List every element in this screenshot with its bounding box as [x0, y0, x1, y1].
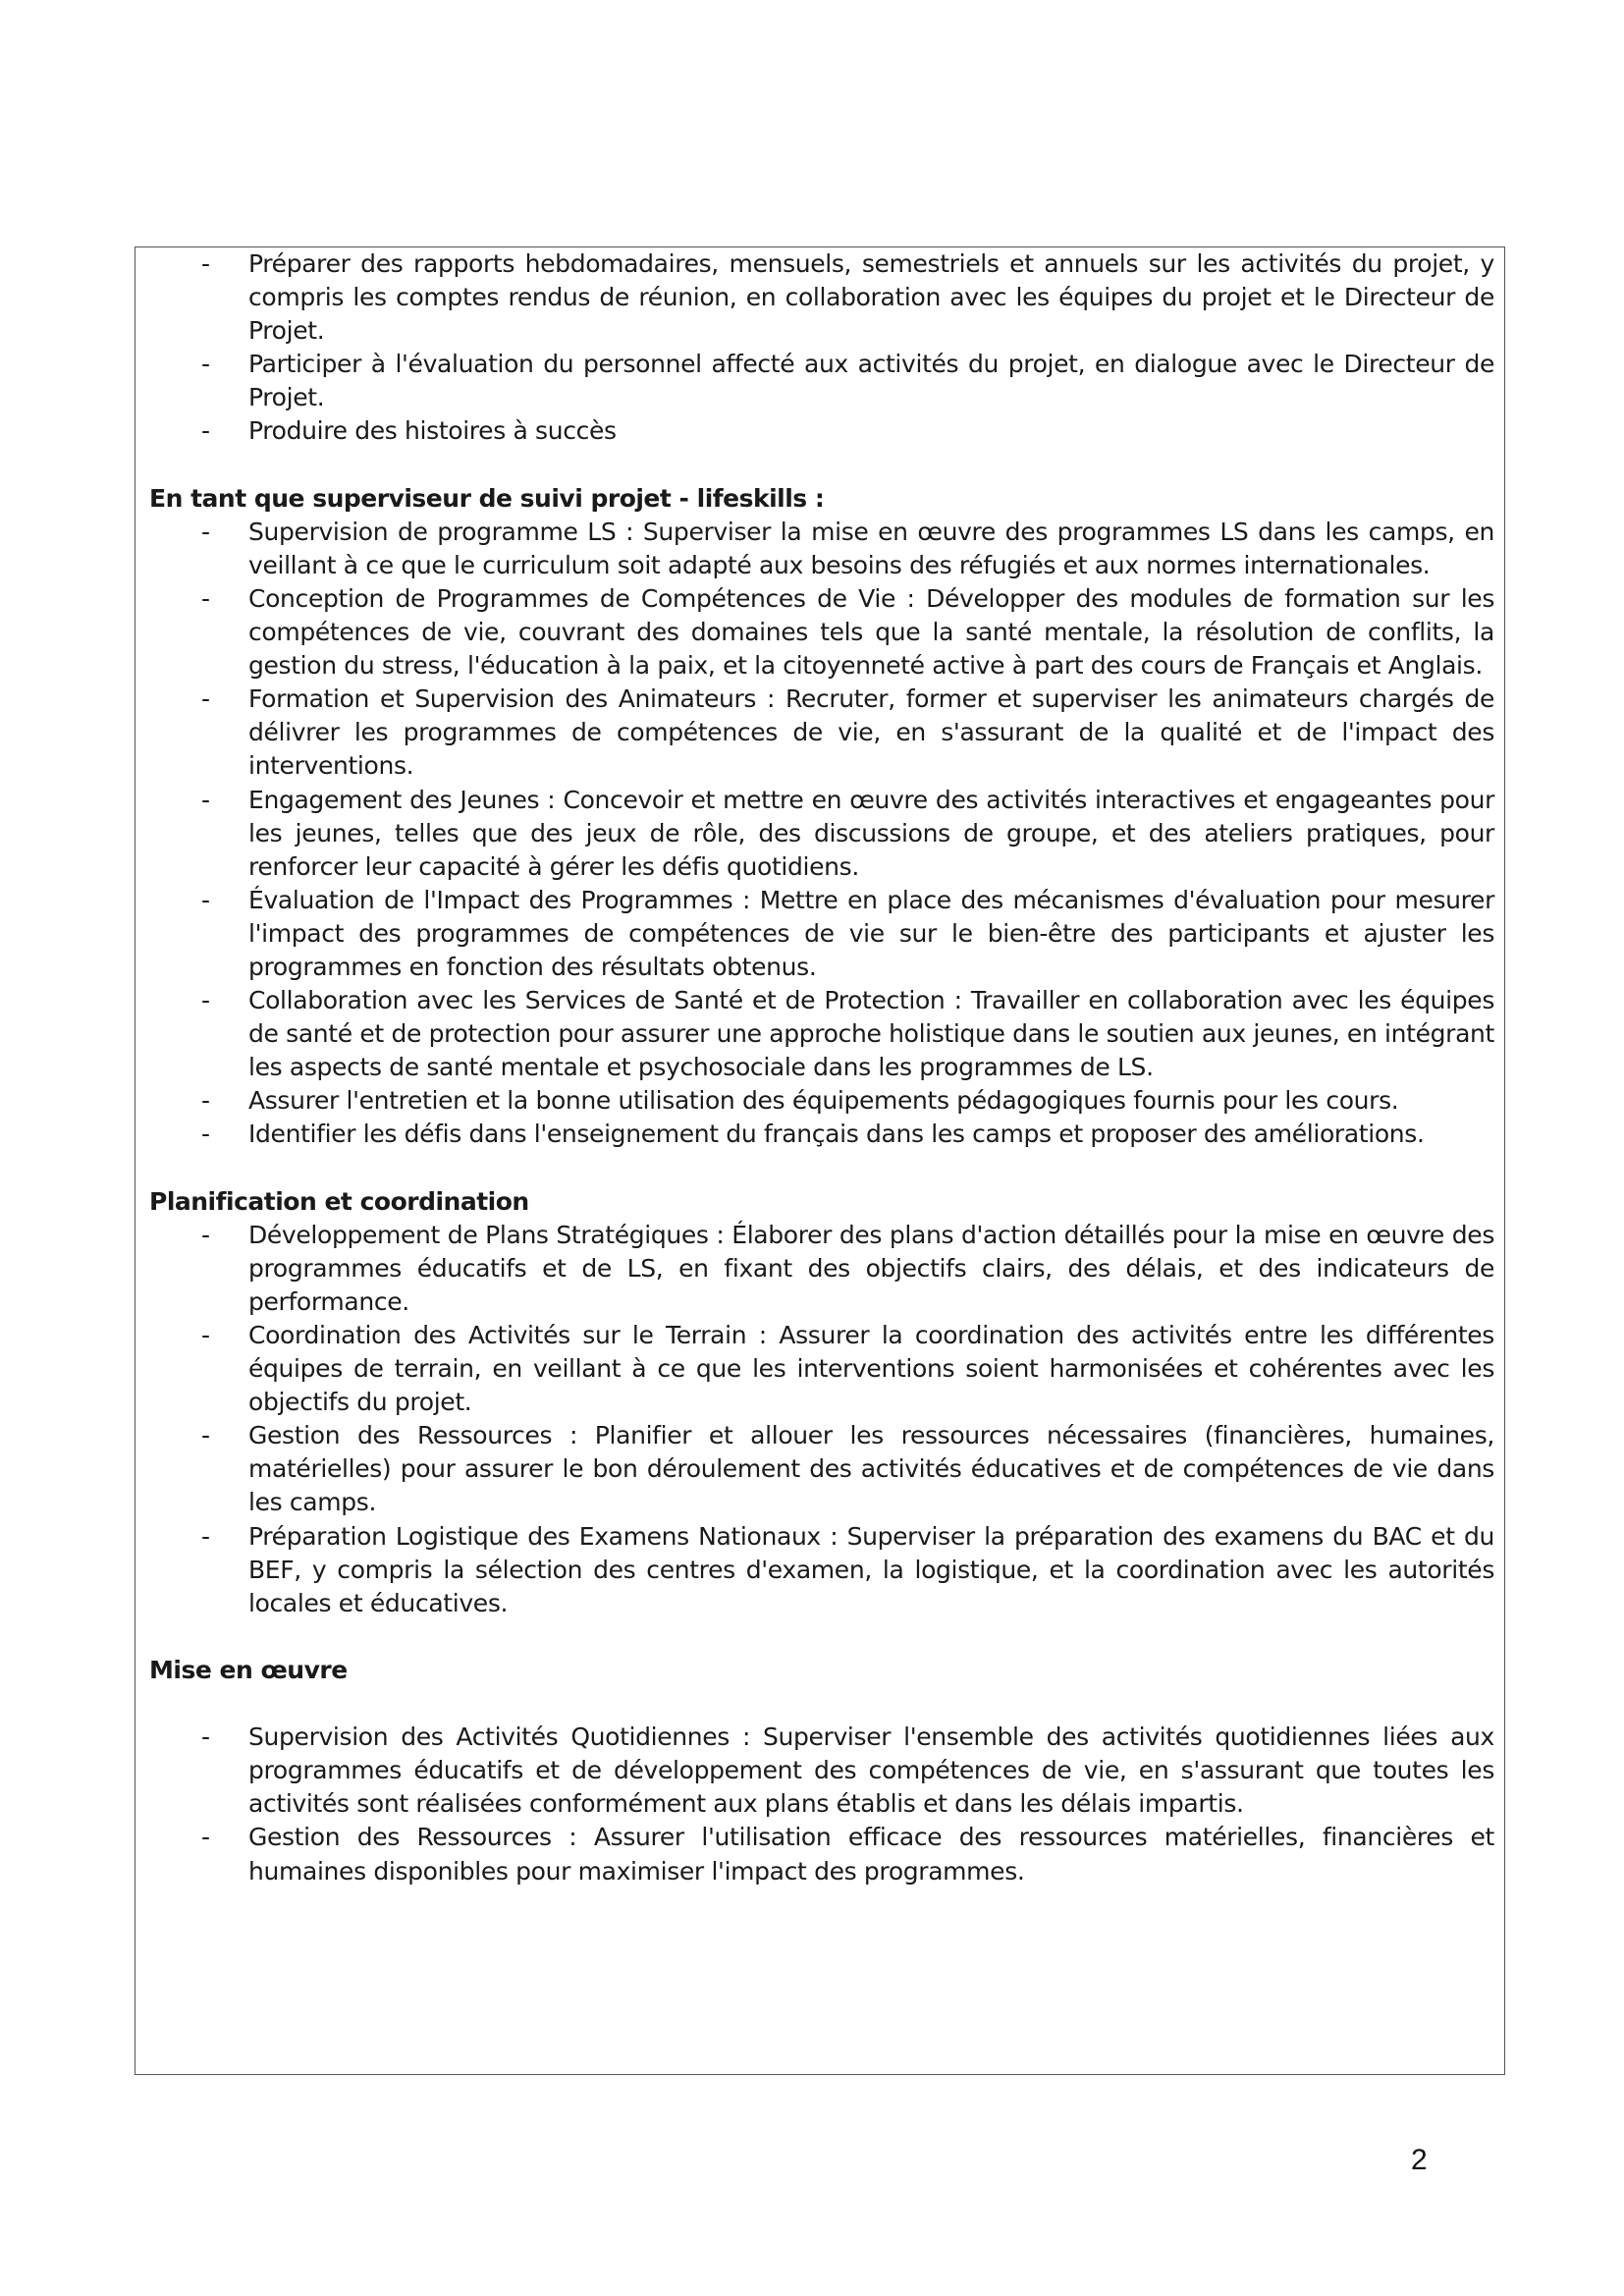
list-item: - Gestion des Ressources : Assurer l'utilisation efficace des ressources matérielles, financières et humaines disponibles pour maximiser l'impact des programmes. — [201, 1823, 1494, 1886]
bullet-dash-icon: - — [201, 885, 210, 914]
list-item: - Formation et Supervision des Animateurs : Recruter, former et superviser les animateurs chargés de délivrer les programmes de compétences de vie, en s'assurant de la qualité et de l'impact des interventions. — [201, 684, 1494, 781]
content-box — [135, 246, 1505, 2075]
section-heading-lifeskills: En tant que superviseur de suivi projet - lifeskills : — [149, 483, 825, 513]
list-item: - Développement de Plans Stratégiques : Élaborer des plans d'action détaillés pour la mise en œuvre des programmes éducatifs et de LS, en fixant des objectifs clairs, des délais, et des indicateurs de performance. — [201, 1220, 1494, 1316]
list-item: - Supervision de programme LS : Superviser la mise en œuvre des programmes LS dans les camps, en veillant à ce que le curriculum soit adapté aux besoins des réfugiés et aux normes internationales. — [201, 517, 1494, 579]
spacer — [149, 1620, 1494, 1654]
section-heading-planification: Planification et coordination — [149, 1186, 529, 1216]
list-item: - Identifier les défis dans l'enseignement du français dans les camps et proposer des améliorations. — [149, 1118, 1494, 1151]
list-item: - Évaluation de l'Impact des Programmes : Mettre en place des mécanismes d'évaluation pour mesurer l'impact des programmes de compétences de vie sur le bien-être des participants et ajuster les programmes en fonction des résultats obtenus. — [201, 885, 1494, 981]
bullet-dash-icon: - — [201, 986, 210, 1015]
bullet-dash-icon: - — [201, 684, 210, 714]
bullet-dash-icon: - — [201, 1321, 210, 1349]
bullet-dash-icon: - — [201, 350, 210, 379]
bullet-dash-icon: - — [201, 416, 210, 446]
list-item: - Conception de Programmes de Compétences de Vie : Développer des modules de formation sur les compétences de vie, couvrant des domaines tels que la santé mentale, la résolution de conflits, la gestion du stress, l'éducation à la paix, et la citoyenneté active à part des cours de Français et Anglais. — [201, 583, 1494, 681]
intro-list — [149, 247, 1494, 449]
bullet-dash-icon: - — [201, 1120, 210, 1149]
bullet-dash-icon: - — [201, 1421, 210, 1450]
bullet-dash-icon: - — [201, 1220, 210, 1249]
list-item: - Produire des histoires à succès — [149, 414, 1494, 448]
content-body — [149, 247, 1494, 1888]
list-item: - Coordination des Activités sur le Terrain : Assurer la coordination des activités entre les différentes équipes de terrain, en veillant à ce que les interventions soient harmonisées et cohérentes avec les objectifs du projet. — [201, 1321, 1494, 1417]
spacer — [149, 1152, 1494, 1185]
list-item: - Préparation Logistique des Examens Nationaux : Superviser la préparation des examens du BAC et du BEF, y compris la sélection des centres d'examen, la logistique, et la coordination avec les autorités locales et éducatives. — [201, 1521, 1494, 1617]
spacer — [149, 449, 1494, 482]
planification-list — [149, 1219, 1494, 1620]
bullet-dash-icon: - — [201, 1086, 210, 1116]
bullet-dash-icon: - — [201, 785, 210, 814]
bullet-dash-icon: - — [201, 249, 210, 278]
list-item: - Engagement des Jeunes : Concevoir et mettre en œuvre des activités interactives et engageantes pour les jeunes, telles que des jeux de rôle, des discussions de groupe, et des ateliers pratiques, pour renforcer leur capacité à gérer les défis quotidiens. — [201, 785, 1494, 881]
list-item: - Gestion des Ressources : Planifier et allouer les ressources nécessaires (financières, humaines, matérielles) pour assurer le bon déroulement des activités éducatives et de compétences de vie dans les camps. — [201, 1421, 1494, 1517]
bullet-dash-icon: - — [201, 583, 210, 613]
page-number: 2 — [1411, 2144, 1428, 2176]
list-item: - Assurer l'entretien et la bonne utilisation des équipements pédagogiques fournis pour les cours. — [149, 1084, 1494, 1118]
lifeskills-list — [149, 516, 1494, 1152]
section-heading-mise-en-oeuvre: Mise en œuvre — [149, 1655, 348, 1684]
list-item: - Participer à l'évaluation du personnel affecté aux activités du projet, en dialogue avec le Directeur de Projet. — [201, 350, 1494, 412]
list-item: - Collaboration avec les Services de Santé et de Protection : Travailler en collaboration avec les équipes de santé et de protection pour assurer une approche holistique dans le soutien aux jeunes, en intégrant les aspects de santé mentale et psychosociale dans les programmes de LS. — [201, 986, 1494, 1082]
mise-en-oeuvre-list — [149, 1721, 1494, 1887]
list-item: - Préparer des rapports hebdomadaires, mensuels, semestriels et annuels sur les activités du projet, y compris les comptes rendus de réunion, en collaboration avec les équipes du projet et le Directeur de Projet. — [201, 249, 1494, 346]
bullet-dash-icon: - — [201, 517, 210, 546]
list-item: - Supervision des Activités Quotidiennes : Superviser l'ensemble des activités quotidiennes liées aux programmes éducatifs et de développement des compétences de vie, en s'assurant que toutes les activités sont réalisées conformément aux plans établis et dans les délais impartis. — [201, 1722, 1494, 1819]
spacer — [149, 1687, 1494, 1721]
bullet-dash-icon: - — [201, 1722, 210, 1752]
bullet-dash-icon: - — [201, 1823, 210, 1852]
bullet-dash-icon: - — [201, 1521, 210, 1551]
